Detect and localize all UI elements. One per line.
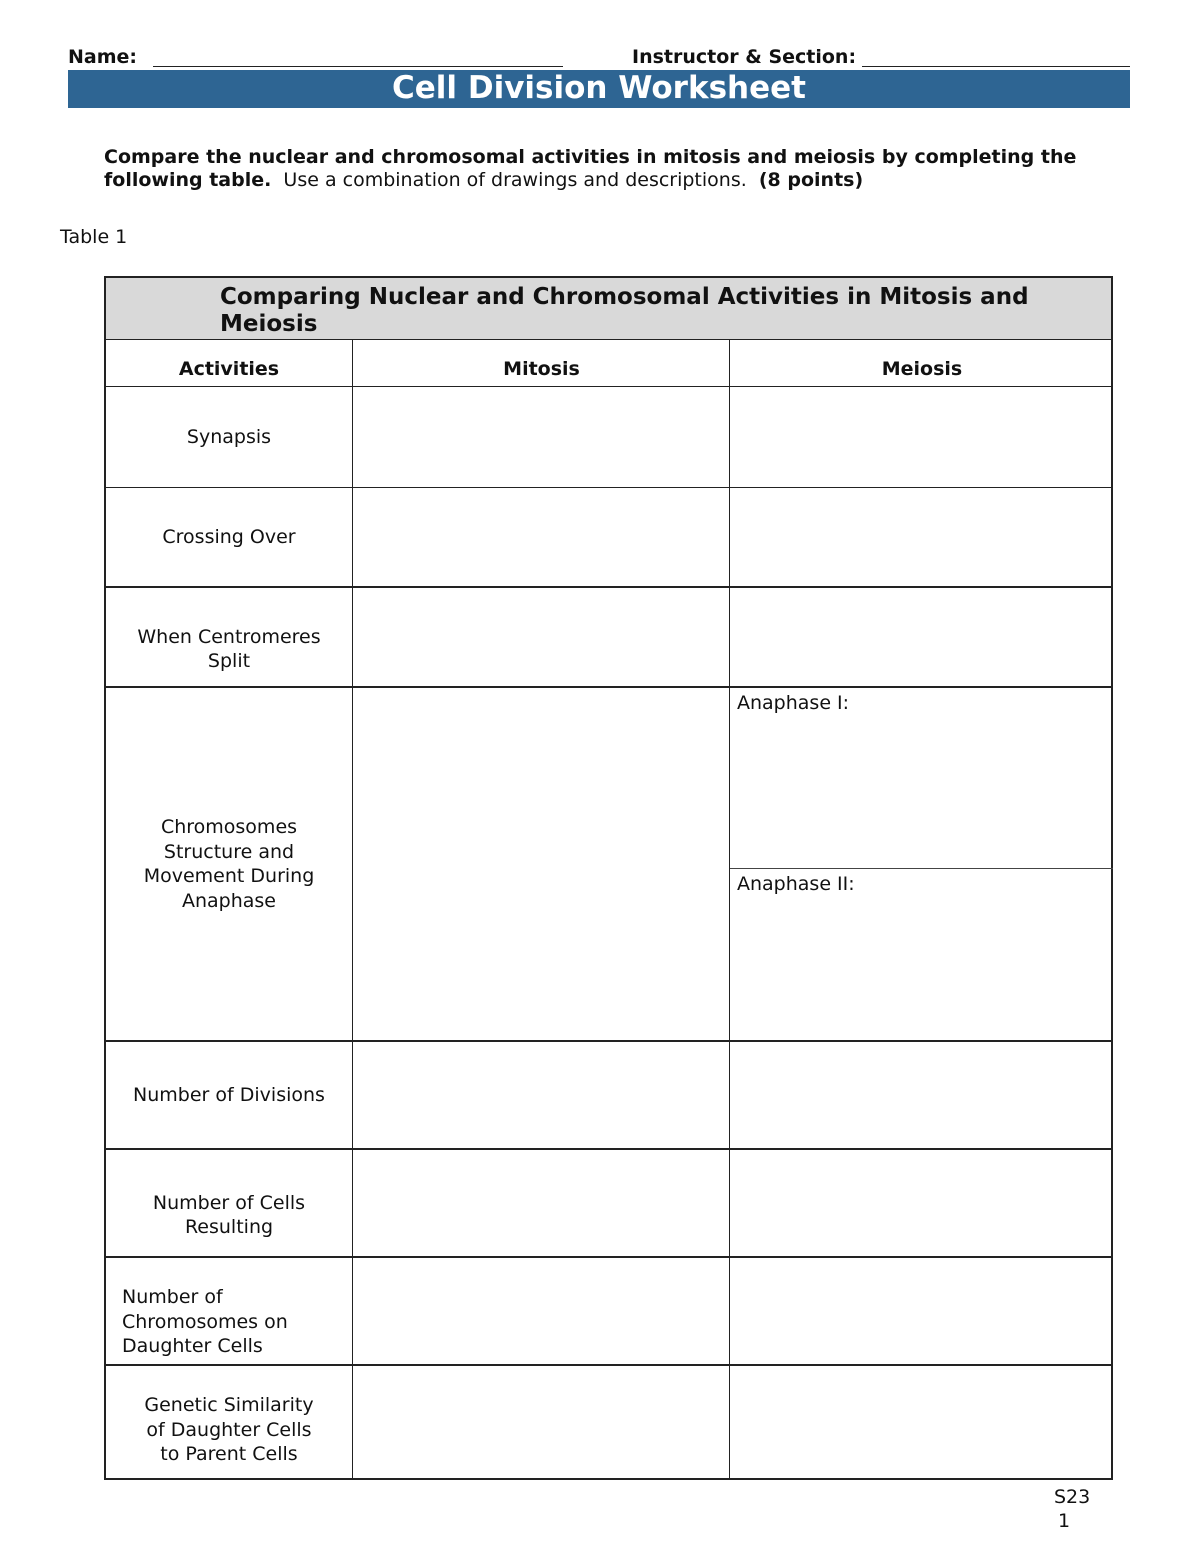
footer-code: S23 xyxy=(1054,1486,1091,1508)
page-number: 1 xyxy=(1058,1510,1071,1532)
row-label-crossing-over: Crossing Over xyxy=(162,525,296,548)
meiosis-anaphase-ii-label: Anaphase II: xyxy=(737,873,855,895)
table-rule xyxy=(104,386,1113,387)
name-field[interactable] xyxy=(153,66,563,67)
page-footer xyxy=(1054,1485,1091,1532)
table-rule xyxy=(352,340,353,1480)
table-rule xyxy=(729,340,730,1480)
column-header-mitosis: Mitosis xyxy=(503,358,580,380)
name-label: Name: xyxy=(68,46,138,68)
column-header-meiosis: Meiosis xyxy=(881,358,963,380)
row-label-centromeres: When Centromeres Split xyxy=(137,625,321,672)
instructor-section-label: Instructor & Section: xyxy=(632,46,857,68)
instructions xyxy=(104,146,1104,192)
instructions-normal: Use a combination of drawings and descriptions. xyxy=(283,169,747,191)
table-rule xyxy=(730,868,1113,869)
row-label-divisions: Number of Divisions xyxy=(133,1083,325,1106)
meiosis-anaphase-i-label: Anaphase I: xyxy=(737,692,850,714)
table-caption: Comparing Nuclear and Chromosomal Activities in Mitosis and Meiosis xyxy=(220,284,1029,337)
row-label-genetic-similarity: Genetic Similarity of Daughter Cells to Parent Cells xyxy=(144,1394,314,1466)
table-rule xyxy=(104,586,1113,588)
row-label-synapsis: Synapsis xyxy=(186,426,272,449)
instructions-points: (8 points) xyxy=(758,169,864,191)
instructor-section-field[interactable] xyxy=(862,66,1130,67)
row-label-cells-resulting: Number of Cells Resulting xyxy=(152,1191,306,1238)
table-rule xyxy=(104,339,1113,340)
row-label-anaphase: Chromosomes Structure and Movement During Anaphase xyxy=(143,816,315,912)
column-header-activities: Activities xyxy=(178,358,280,380)
instructions-bold: Compare the nuclear and chromosomal activities in mitosis and meiosis by completing the following table. xyxy=(104,146,1077,191)
row-label-chromosome-count: Number of Chromosomes on Daughter Cells xyxy=(122,1286,288,1358)
table-rule xyxy=(104,1148,1113,1150)
table-label: Table 1 xyxy=(60,226,128,248)
page-title: Cell Division Worksheet xyxy=(68,70,1130,108)
